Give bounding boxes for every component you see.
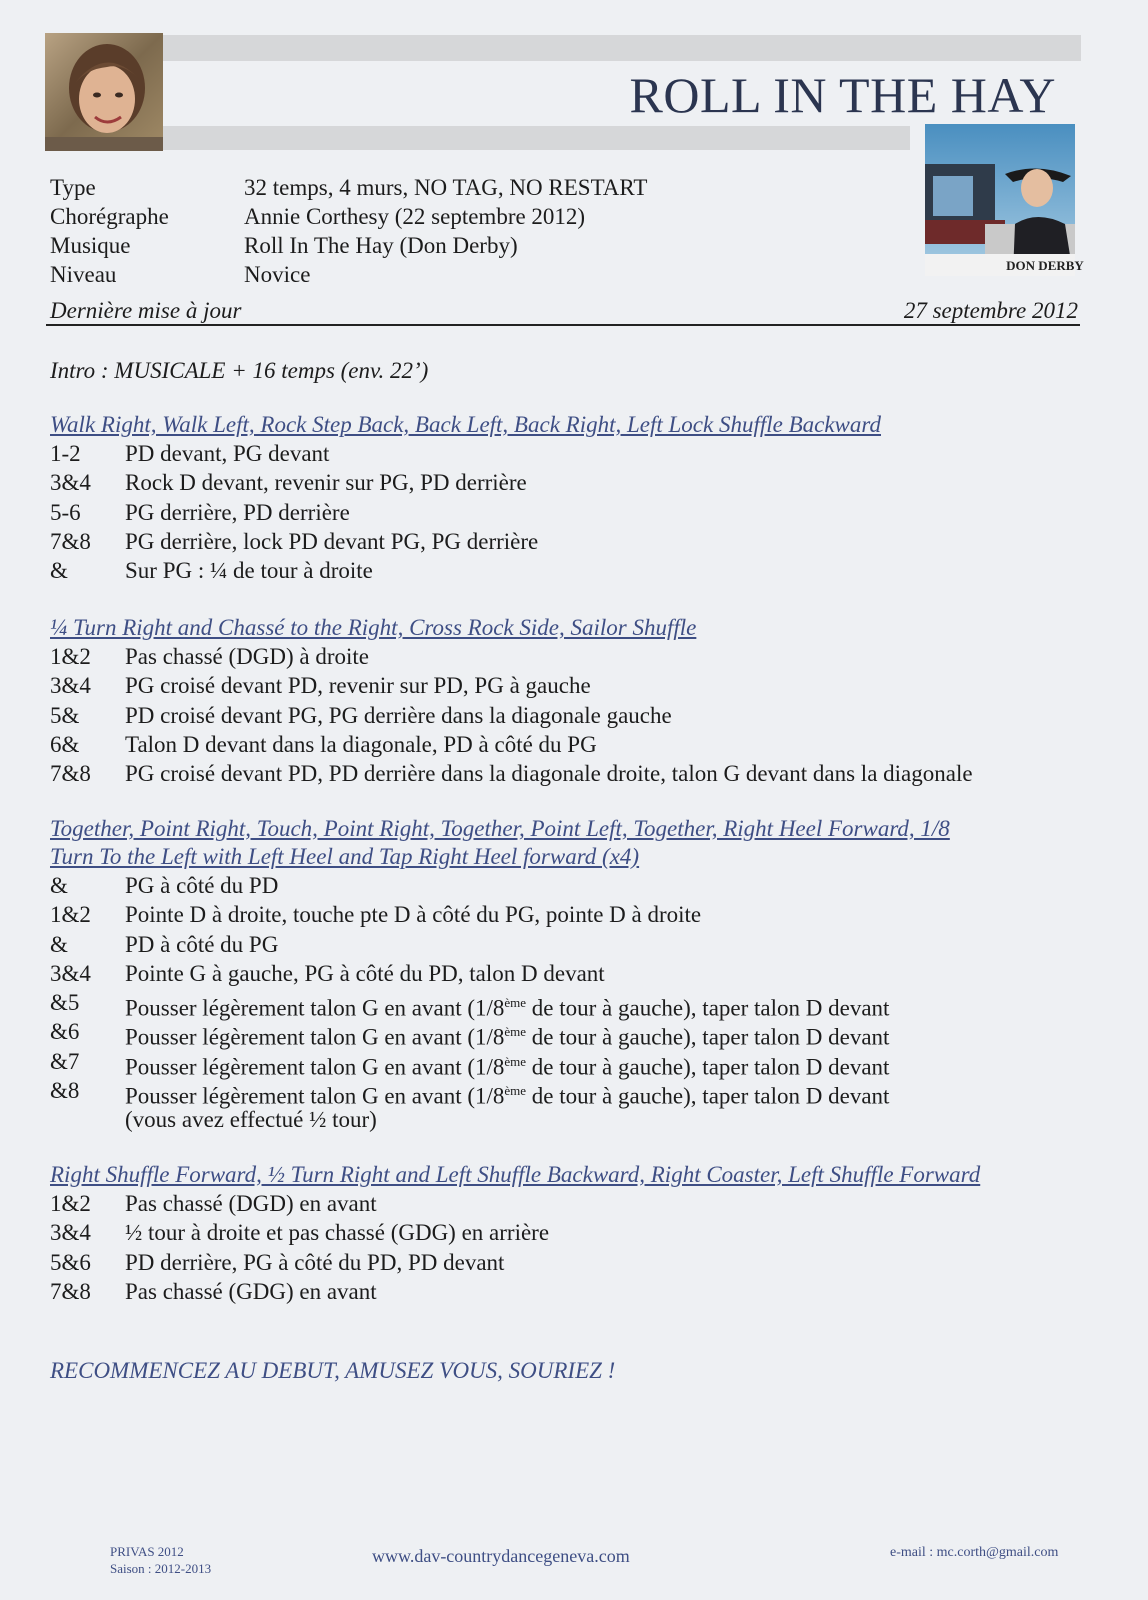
header-bar-bottom — [162, 126, 910, 150]
cd-cover-image — [925, 124, 1084, 276]
step-text: PG croisé devant PD, revenir sur PD, PG à gauche — [125, 673, 591, 699]
intro-text: Intro : MUSICALE + 16 temps (env. 22’) — [50, 358, 429, 383]
step-text: PD à côté du PG — [125, 931, 279, 957]
step-count: 3&4 — [50, 470, 91, 496]
step-text: PG à côté du PD — [125, 873, 279, 898]
footer-email-link[interactable]: e-mail : mc.corth@gmail.com — [890, 1545, 1059, 1560]
step-text-part: Pousser légèrement talon G en avant (1/8 — [125, 1083, 505, 1109]
step-text: (vous avez effectué ½ tour) — [125, 1107, 377, 1133]
info-key: Niveau — [50, 262, 117, 287]
step-count: 3&4 — [50, 673, 91, 699]
step-row — [50, 1076, 1110, 1109]
info-key: Chorégraphe — [50, 204, 169, 229]
step-count: 1&2 — [50, 902, 91, 928]
last-update-date: 27 septembre 2012 — [903, 298, 1078, 323]
step-text: PD croisé devant PG, PG derrière dans la diagonale gauche — [125, 702, 672, 728]
step-row — [50, 1017, 1110, 1051]
last-update-label: Dernière mise à jour — [50, 298, 242, 323]
step-text-part: Pousser légèrement talon G en avant (1/8 — [125, 995, 505, 1021]
step-text-superscript: ème — [504, 1024, 527, 1040]
section-1 — [50, 411, 1110, 585]
step-text-part: Pousser légèrement talon G en avant (1/8 — [125, 1054, 505, 1080]
step-row — [50, 439, 1110, 468]
step-row — [50, 1277, 1110, 1306]
info-value: Novice — [244, 262, 311, 287]
step-text-part: de tour à gauche), taper talon D devant — [526, 1054, 890, 1080]
info-key: Type — [50, 175, 96, 200]
header-bar-top — [162, 35, 1081, 61]
step-text: Pas chassé (DGD) en avant — [125, 1191, 377, 1216]
step-row — [50, 988, 1110, 1021]
step-text: Sur PG : ¼ de tour à droite — [125, 558, 373, 584]
section-2 — [50, 614, 1110, 788]
step-count: & — [50, 873, 68, 898]
step-text-part: de tour à gauche), taper talon D devant — [526, 1083, 890, 1109]
step-count: & — [50, 558, 68, 584]
step-row — [50, 900, 1110, 929]
step-count: & — [50, 931, 68, 957]
step-text: Rock D devant, revenir sur PG, PD derrière — [125, 470, 527, 496]
choreographer-photo — [45, 33, 163, 151]
step-count: 7&8 — [50, 761, 91, 787]
step-count: &6 — [50, 1019, 80, 1045]
step-count: &7 — [50, 1048, 80, 1074]
section-heading-continued: Turn To the Left with Left Heel and Tap Right Heel forward (x4) — [50, 844, 640, 869]
last-update-row — [46, 298, 1080, 326]
section-heading: Together, Point Right, Touch, Point Right, Together, Point Left, Together, Right Heel Forward, 1/8 — [50, 816, 950, 841]
step-row — [50, 1218, 1110, 1247]
step-text: PG croisé devant PD, PD derrière dans la diagonale droite, talon G devant dans la diagonale — [125, 761, 973, 787]
step-count: &8 — [50, 1078, 80, 1104]
step-row — [50, 930, 1110, 959]
info-value: 32 temps, 4 murs, NO TAG, NO RESTART — [244, 175, 648, 200]
footer-place: PRIVAS 2012 — [110, 1544, 184, 1559]
closing-message: RECOMMENCEZ AU DEBUT, AMUSEZ VOUS, SOURIEZ ! — [50, 1358, 616, 1383]
section-heading: Walk Right, Walk Left, Rock Step Back, Back Left, Back Right, Left Lock Shuffle Backward — [50, 412, 881, 437]
step-text-part: de tour à gauche), taper talon D devant — [526, 1025, 890, 1051]
step-row — [50, 959, 1110, 988]
step-row — [50, 527, 1110, 556]
step-text: Pointe G à gauche, PG à côté du PD, talon D devant — [125, 960, 605, 986]
step-text-part: Pousser légèrement talon G en avant (1/8 — [125, 1025, 505, 1051]
cd-artist-label: DON DERBY — [1006, 258, 1084, 273]
section-heading: ¼ Turn Right and Chassé to the Right, Cross Rock Side, Sailor Shuffle — [50, 615, 697, 640]
step-count: 7&8 — [50, 528, 91, 554]
footer-website-link[interactable]: www.dav-countrydancegeneva.com — [372, 1546, 630, 1566]
step-text-superscript: ème — [504, 1083, 527, 1099]
step-row — [50, 1047, 1110, 1080]
step-row — [50, 1248, 1110, 1277]
step-row — [50, 468, 1110, 497]
step-count: &5 — [50, 990, 80, 1016]
step-count: 5-6 — [50, 499, 81, 525]
step-row — [50, 556, 1110, 585]
step-count: 3&4 — [50, 1220, 91, 1246]
step-count: 1&2 — [50, 1191, 91, 1216]
step-row — [50, 871, 1110, 900]
step-count: 1&2 — [50, 644, 91, 669]
step-row — [50, 498, 1110, 527]
info-value: Roll In The Hay (Don Derby) — [244, 233, 518, 258]
step-text: Pas chassé (DGD) à droite — [125, 644, 369, 669]
step-count: 3&4 — [50, 960, 91, 986]
step-row — [50, 730, 1110, 759]
step-text-superscript: ème — [504, 1053, 527, 1069]
step-count: 5& — [50, 702, 80, 728]
step-row — [50, 1189, 1110, 1218]
step-text: PG derrière, lock PD devant PG, PG derrière — [125, 528, 539, 554]
step-text-superscript: ème — [504, 995, 527, 1011]
step-text: Talon D devant dans la diagonale, PD à côté du PG — [125, 731, 597, 757]
section-4 — [50, 1161, 1110, 1306]
step-count: 7&8 — [50, 1278, 91, 1304]
section-heading: Right Shuffle Forward, ½ Turn Right and Left Shuffle Backward, Right Coaster, Left Shuffle Forward — [50, 1162, 981, 1187]
info-key: Musique — [50, 233, 131, 258]
step-text-part: de tour à gauche), taper talon D devant — [526, 995, 890, 1021]
step-text: Pas chassé (GDG) en avant — [125, 1278, 377, 1304]
step-count: 6& — [50, 731, 80, 757]
step-text: PD devant, PG devant — [125, 441, 330, 466]
step-text: PD derrière, PG à côté du PD, PD devant — [125, 1249, 505, 1275]
step-row — [50, 642, 1110, 671]
step-row — [50, 1105, 1110, 1134]
step-text: Pointe D à droite, touche pte D à côté du PG, pointe D à droite — [125, 902, 702, 928]
info-value: Annie Corthesy (22 septembre 2012) — [244, 204, 586, 229]
step-count: 1-2 — [50, 441, 81, 466]
footer-season: Saison : 2012-2013 — [110, 1561, 212, 1576]
section-3 — [50, 815, 1110, 1135]
page-title: ROLL IN THE HAY — [629, 67, 1056, 123]
step-text: ½ tour à droite et pas chassé (GDG) en arrière — [125, 1220, 550, 1246]
step-row — [50, 701, 1110, 730]
step-row — [50, 759, 1110, 788]
step-count: 5&6 — [50, 1249, 91, 1275]
step-row — [50, 671, 1110, 700]
step-text: PG derrière, PD derrière — [125, 499, 350, 525]
